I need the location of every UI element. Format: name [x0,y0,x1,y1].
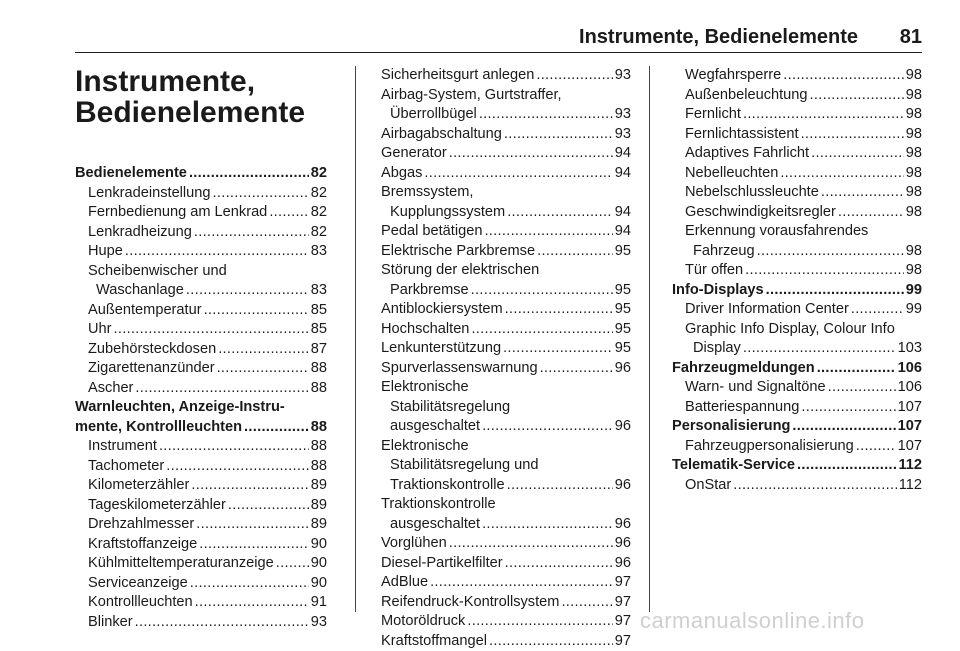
toc-entry[interactable]: Traktionskontrolle ..... 96 [381,476,631,496]
chapter-title-line-1: Instrumente, [75,66,327,97]
toc-column-3 [672,66,922,495]
toc-entry[interactable]: Tür offen ..... 98 [672,261,922,281]
toc-entry[interactable]: Display ..... 103 [672,339,922,359]
toc-entry-line: Stabilitätsregelung [381,398,631,418]
toc-entry[interactable]: Hochschalten ..... 95 [381,320,631,340]
toc-entry[interactable]: ausgeschaltet ..... 96 [381,515,631,535]
toc-entry-line: Störung der elektrischen [381,261,631,281]
toc-section[interactable]: Personalisierung ..... 107 [672,417,922,437]
toc-entry[interactable]: Antiblockiersystem ..... 95 [381,300,631,320]
toc-entry[interactable]: Kontrollleuchten ..... 91 [75,593,327,613]
toc-entry[interactable]: Überrollbügel ..... 93 [381,105,631,125]
toc-entry[interactable]: Hupe ..... 83 [75,242,327,262]
toc-entry[interactable]: Motoröldruck ..... 97 [381,612,631,632]
toc-entry[interactable]: Tageskilometerzähler ..... 89 [75,496,327,516]
toc-entry-line: Graphic Info Display, Colour Info [672,320,922,340]
toc-entry[interactable]: Batteriespannung ..... 107 [672,398,922,418]
toc-entry-line: Elektronische [381,437,631,457]
toc-entry[interactable]: Kilometerzähler ..... 89 [75,476,327,496]
toc-entry[interactable]: Nebelschlussleuchte ..... 98 [672,183,922,203]
toc-entry[interactable]: Lenkunterstützung ..... 95 [381,339,631,359]
toc-section[interactable]: Telematik-Service ..... 112 [672,456,922,476]
toc-entry[interactable]: Vorglühen ..... 96 [381,534,631,554]
toc-entry-line: Erkennung vorausfahrendes [672,222,922,242]
toc-entry[interactable]: Adaptives Fahrlicht ..... 98 [672,144,922,164]
toc-entry[interactable]: OnStar ..... 112 [672,476,922,496]
toc-entry[interactable]: Nebelleuchten ..... 98 [672,164,922,184]
toc-entry[interactable]: Lenkradeinstellung ..... 82 [75,184,327,204]
toc-entry[interactable]: Reifendruck-Kontrollsystem ..... 97 [381,593,631,613]
toc-entry[interactable]: Drehzahlmesser ..... 89 [75,515,327,535]
toc-entry[interactable]: Instrument ..... 88 [75,437,327,457]
toc-entry[interactable]: Waschanlage ..... 83 [75,281,327,301]
toc-entry[interactable]: Fernlicht ..... 98 [672,105,922,125]
column-divider-1 [355,66,356,612]
toc-entry[interactable]: Airbagabschaltung ..... 93 [381,125,631,145]
toc-entry[interactable]: Kühlmitteltemperaturanzeige ..... 90 [75,554,327,574]
toc-section[interactable]: mente, Kontrollleuchten ..... 88 [75,418,327,438]
toc-entry[interactable]: Pedal betätigen ..... 94 [381,222,631,242]
toc-entry[interactable]: Ascher ..... 88 [75,379,327,399]
toc-entry-line: Elektronische [381,378,631,398]
toc-entry[interactable]: Generator ..... 94 [381,144,631,164]
toc-column-2 [381,66,631,651]
toc-entry[interactable]: Fahrzeugpersonalisierung ..... 107 [672,437,922,457]
toc-entry[interactable]: Fernbedienung am Lenkrad ..... 82 [75,203,327,223]
chapter-title-line-2: Bedienelemente [75,97,327,128]
toc-entry-line: Stabilitätsregelung und [381,456,631,476]
toc-section[interactable]: Bedienelemente ..... 82 [75,164,327,184]
toc-entry[interactable]: Elektrische Parkbremse ..... 95 [381,242,631,262]
toc-entry[interactable]: Driver Information Center ..... 99 [672,300,922,320]
toc-entry[interactable]: Außenbeleuchtung ..... 98 [672,86,922,106]
toc-entry[interactable]: Serviceanzeige ..... 90 [75,574,327,594]
page-header [0,26,960,50]
toc-entry[interactable]: Warn- und Signaltöne ..... 106 [672,378,922,398]
toc-entry[interactable]: ausgeschaltet ..... 96 [381,417,631,437]
column-divider-2 [649,66,650,612]
chapter-title [75,66,327,128]
toc-entry[interactable]: Kupplungssystem ..... 94 [381,203,631,223]
toc-entry[interactable]: Tachometer ..... 88 [75,457,327,477]
toc-entry[interactable]: Spurverlassenswarnung ..... 96 [381,359,631,379]
toc-entry[interactable]: Wegfahrsperre ..... 98 [672,66,922,86]
toc-entry-line: Scheibenwischer und [75,262,327,282]
toc-entry[interactable]: Parkbremse ..... 95 [381,281,631,301]
page-number: 81 [900,26,922,49]
toc-entry[interactable]: Fahrzeug ..... 98 [672,242,922,262]
toc-entry[interactable]: Kraftstoffmangel ..... 97 [381,632,631,651]
toc-entry[interactable]: Lenkradheizung ..... 82 [75,223,327,243]
toc-entry[interactable]: Fernlichtassistent ..... 98 [672,125,922,145]
toc-entry[interactable]: Abgas ..... 94 [381,164,631,184]
toc-section-line: Warnleuchten, Anzeige-Instru- [75,398,327,418]
toc-entry[interactable]: Zigarettenanzünder ..... 88 [75,359,327,379]
toc-entry[interactable]: Diesel-Partikelfilter ..... 96 [381,554,631,574]
toc-column-1 [75,66,327,632]
toc-entry[interactable]: AdBlue ..... 97 [381,573,631,593]
header-divider [75,52,922,53]
toc-entry[interactable]: Blinker ..... 93 [75,613,327,633]
watermark: carmanualsonline.info [640,608,865,634]
toc-entry-line: Airbag-System, Gurtstraffer, [381,86,631,106]
toc-entry-line: Bremssystem, [381,183,631,203]
toc-section[interactable]: Info-Displays ..... 99 [672,281,922,301]
running-title: Instrumente, Bedienelemente [579,26,858,49]
toc-entry[interactable]: Kraftstoffanzeige ..... 90 [75,535,327,555]
toc-entry-line: Traktionskontrolle [381,495,631,515]
toc-entry[interactable]: Sicherheitsgurt anlegen ..... 93 [381,66,631,86]
toc-entry[interactable]: Zubehörsteckdosen ..... 87 [75,340,327,360]
toc-entry[interactable]: Uhr ..... 85 [75,320,327,340]
toc-entry[interactable]: Außentemperatur ..... 85 [75,301,327,321]
toc-section[interactable]: Fahrzeugmeldungen ..... 106 [672,359,922,379]
toc-entry[interactable]: Geschwindigkeitsregler ..... 98 [672,203,922,223]
